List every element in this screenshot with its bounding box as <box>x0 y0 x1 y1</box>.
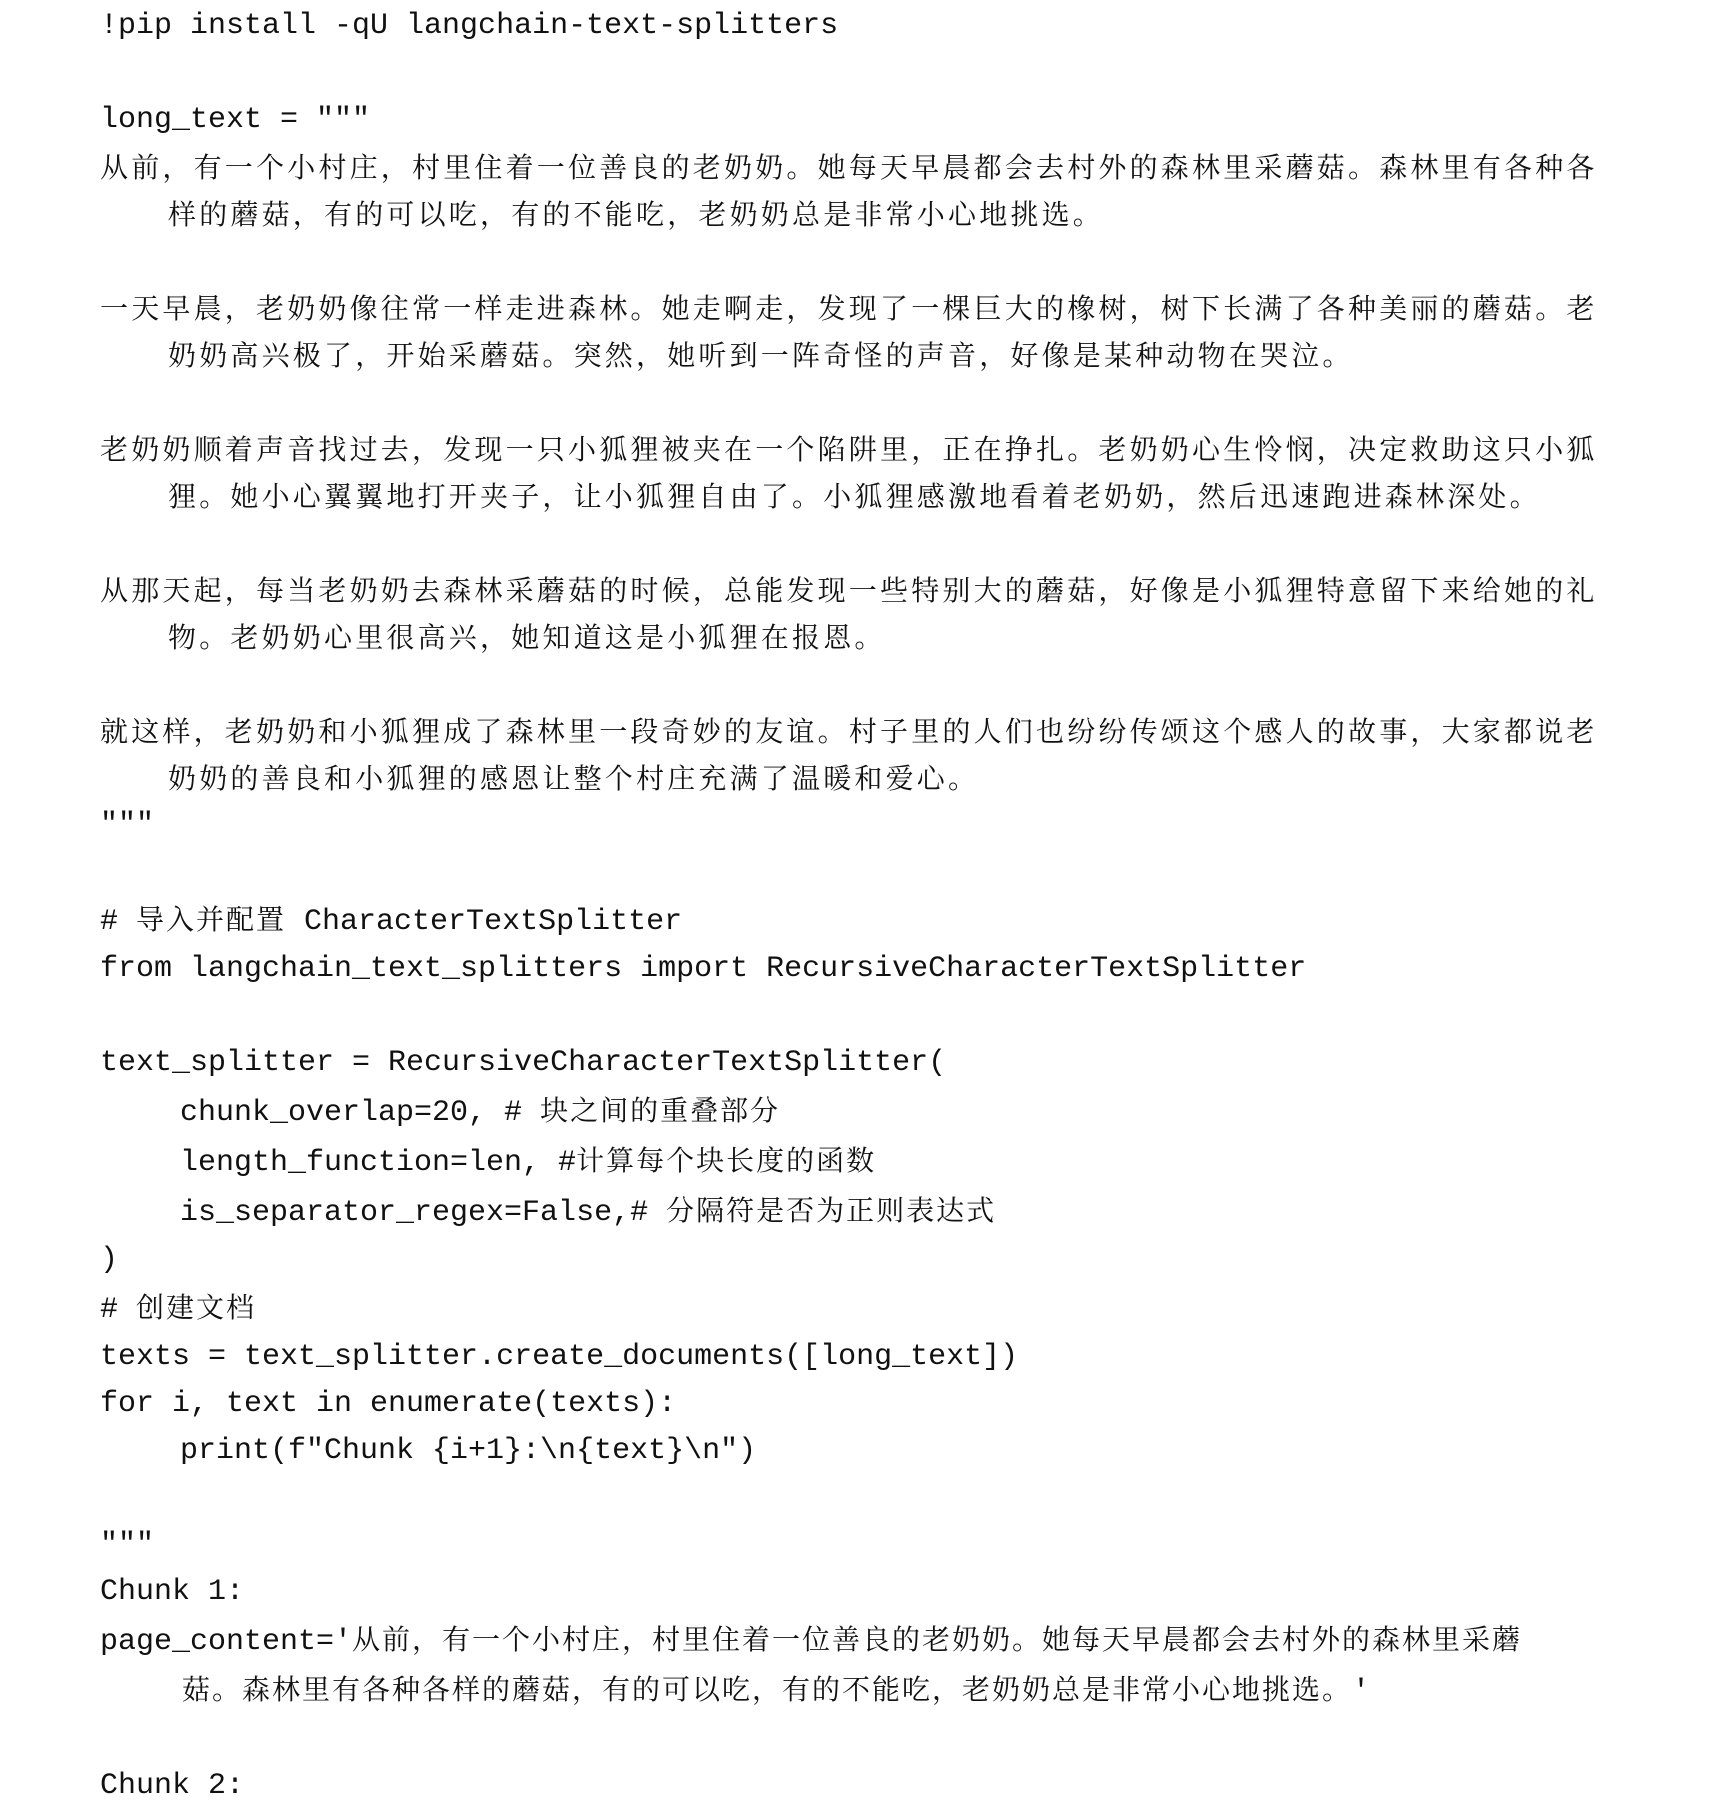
blank-line <box>100 1475 1710 1522</box>
story-paragraph-1-line-2: 样的蘑菇，有的可以吃，有的不能吃，老奶奶总是非常小心地挑选。 <box>168 198 1105 231</box>
comment-text-zh: 导入并配置 <box>136 903 287 936</box>
import-line: from langchain_text_splitters import RecursiveCharacterTextSplitter <box>100 952 1307 986</box>
blank-line <box>100 50 1710 97</box>
arg-comment: 分隔符是否为正则表达式 <box>666 1194 997 1227</box>
page-content-suffix: ' <box>1352 1675 1371 1709</box>
for-loop-line: for i, text in enumerate(texts): <box>100 1387 677 1421</box>
chunk-2-label: Chunk 2: <box>100 1769 245 1803</box>
blank-line <box>100 238 1710 285</box>
story-paragraph-2-line-2: 奶奶高兴极了，开始采蘑菇。突然，她听到一阵奇怪的声音，好像是某种动物在哭泣。 <box>168 339 1354 372</box>
chunk-1-text-2: 菇。森林里有各种各样的蘑菇，有的可以吃，有的不能吃，老奶奶总是非常小心地挑选。 <box>182 1673 1353 1706</box>
story-paragraph-5-line-1: 就这样，老奶奶和小狐狸成了森林里一段奇妙的友谊。村子里的人们也纷纷传颂这个感人的故事，大家都说老 <box>100 715 1598 748</box>
arg-code: is_separator_regex=False,# <box>180 1196 667 1230</box>
story-paragraph-4-line-1: 从那天起，每当老奶奶去森林采蘑菇的时候，总能发现一些特别大的蘑菇，好像是小狐狸特意留下来给她的礼 <box>100 574 1598 607</box>
story-paragraph-3-line-1: 老奶奶顺着声音找过去，发现一只小狐狸被夹在一个陷阱里，正在挣扎。老奶奶心生怜悯，决定救助这只小狐 <box>100 433 1598 466</box>
arg-code: chunk_overlap=20, # <box>180 1096 541 1130</box>
story-paragraph-4-line-2: 物。老奶奶心里很高兴，她知道这是小狐狸在报恩。 <box>168 621 886 654</box>
chunk-1-content-line-1 <box>100 1616 1710 1666</box>
story-paragraph-2-line-1: 一天早晨，老奶奶像往常一样走进森林。她走啊走，发现了一棵巨大的橡树，树下长满了各种美丽的蘑菇。老 <box>100 292 1598 325</box>
blank-line <box>100 1716 1710 1763</box>
blank-line <box>100 849 1710 896</box>
arg-chunk-overlap <box>100 1087 1710 1137</box>
comment-hash: # <box>100 905 137 939</box>
chunk-1-label: Chunk 1: <box>100 1575 245 1609</box>
blank-line <box>100 379 1710 426</box>
import-comment <box>100 896 1710 946</box>
arg-is-separator-regex <box>100 1187 1710 1237</box>
comment-text-zh: 创建文档 <box>136 1291 257 1324</box>
long-text-close: """ <box>100 808 155 842</box>
blank-line <box>100 520 1710 567</box>
output-open: """ <box>100 1528 155 1562</box>
comment-text-en: CharacterTextSplitter <box>286 905 683 939</box>
chunk-1-content-line-2 <box>100 1666 1710 1716</box>
splitter-constructor-close: ) <box>100 1243 119 1277</box>
code-document <box>100 0 1710 1810</box>
page-content-prefix: page_content=' <box>100 1625 353 1659</box>
create-docs-comment <box>100 1284 1710 1334</box>
comment-hash: # <box>100 1293 137 1327</box>
arg-code: length_function=len, # <box>180 1146 577 1180</box>
arg-comment: 块之间的重叠部分 <box>540 1094 781 1127</box>
texts-assignment: texts = text_splitter.create_documents([long_text]) <box>100 1340 1019 1374</box>
blank-line <box>100 993 1710 1040</box>
long-text-assignment: long_text = """ <box>100 103 371 137</box>
story-paragraph-1-line-1: 从前，有一个小村庄，村里住着一位善良的老奶奶。她每天早晨都会去村外的森林里采蘑菇。森林里有各种各 <box>100 151 1598 184</box>
story-paragraph-5-line-2: 奶奶的善良和小狐狸的感恩让整个村庄充满了温暖和爱心。 <box>168 762 980 795</box>
blank-line <box>100 661 1710 708</box>
splitter-constructor-open: text_splitter = RecursiveCharacterTextSplitter( <box>100 1046 947 1080</box>
pip-install-line: !pip install -qU langchain-text-splitters <box>100 9 839 43</box>
story-paragraph-3-line-2: 狸。她小心翼翼地打开夹子，让小狐狸自由了。小狐狸感激地看着老奶奶，然后迅速跑进森林深处。 <box>168 480 1541 513</box>
chunk-1-text-1: 从前，有一个小村庄，村里住着一位善良的老奶奶。她每天早晨都会去村外的森林里采蘑 <box>352 1623 1523 1656</box>
arg-length-function <box>100 1137 1710 1187</box>
print-line: print(f"Chunk {i+1}:\n{text}\n") <box>180 1434 757 1468</box>
arg-comment: 计算每个块长度的函数 <box>576 1144 877 1177</box>
